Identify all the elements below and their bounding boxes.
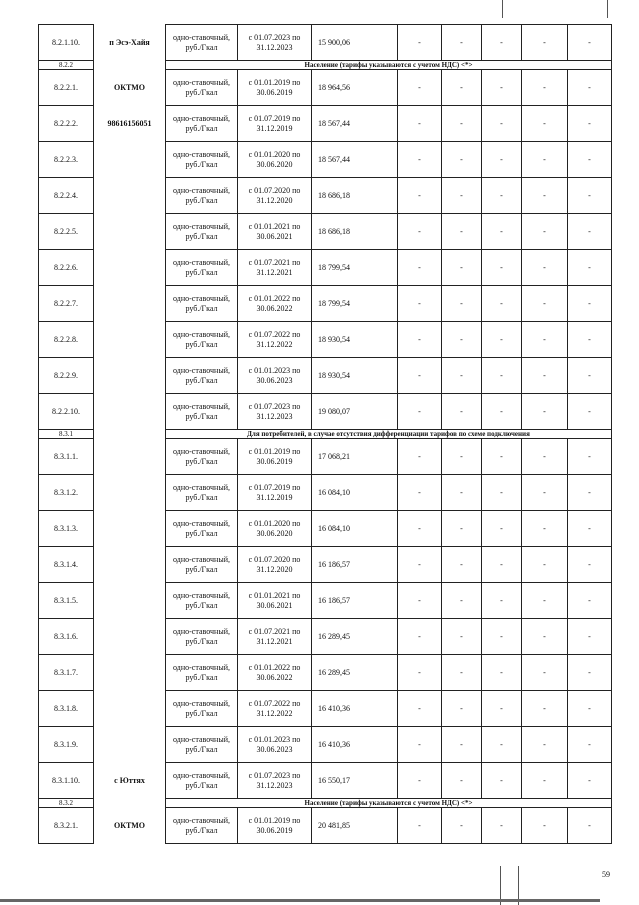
empty-dash: -	[398, 322, 442, 358]
tariff-unit: одно-ставочный, руб./Гкал	[166, 547, 238, 583]
empty-dash: -	[442, 655, 482, 691]
scan-artifact	[607, 0, 608, 18]
locality-cell: с Юттях	[94, 763, 166, 799]
empty-dash: -	[442, 25, 482, 61]
item-number: 8.2.2.6.	[39, 250, 94, 286]
tariff-period: с 01.07.2023 по 31.12.2023	[238, 25, 312, 61]
tariff-unit: одно-ставочный, руб./Гкал	[166, 394, 238, 430]
tariff-period: с 01.01.2020 по 30.06.2020	[238, 142, 312, 178]
empty-dash: -	[442, 106, 482, 142]
empty-dash: -	[522, 142, 568, 178]
item-number: 8.3.1.3.	[39, 511, 94, 547]
empty-dash: -	[398, 655, 442, 691]
item-number: 8.3.2.1.	[39, 808, 94, 844]
locality-cell	[94, 214, 166, 250]
tariff-period: с 01.07.2022 по 31.12.2022	[238, 691, 312, 727]
empty-dash: -	[482, 808, 522, 844]
empty-dash: -	[442, 178, 482, 214]
empty-dash: -	[522, 691, 568, 727]
empty-dash: -	[482, 214, 522, 250]
empty-dash: -	[482, 691, 522, 727]
empty-dash: -	[398, 619, 442, 655]
empty-dash: -	[522, 106, 568, 142]
item-number: 8.3.1.6.	[39, 619, 94, 655]
locality-cell	[94, 475, 166, 511]
empty-dash: -	[522, 619, 568, 655]
empty-dash: -	[522, 250, 568, 286]
empty-dash: -	[568, 691, 612, 727]
empty-dash: -	[398, 142, 442, 178]
empty-dash: -	[398, 286, 442, 322]
empty-dash: -	[398, 25, 442, 61]
locality-cell: ОКТМО	[94, 70, 166, 106]
locality-cell	[94, 619, 166, 655]
empty-dash: -	[482, 358, 522, 394]
tariff-period: с 01.07.2022 по 31.12.2022	[238, 322, 312, 358]
table-row	[39, 511, 612, 547]
tariff-period: с 01.01.2019 по 30.06.2019	[238, 808, 312, 844]
empty-dash: -	[568, 286, 612, 322]
empty-dash: -	[398, 106, 442, 142]
tariff-unit: одно-ставочный, руб./Гкал	[166, 808, 238, 844]
empty-dash: -	[442, 358, 482, 394]
empty-dash: -	[398, 583, 442, 619]
empty-dash: -	[568, 25, 612, 61]
empty-dash: -	[482, 475, 522, 511]
empty-dash: -	[398, 763, 442, 799]
item-number: 8.2.1.10.	[39, 25, 94, 61]
tariff-value: 18 799,54	[312, 250, 398, 286]
tariff-period: с 01.07.2020 по 31.12.2020	[238, 547, 312, 583]
empty-dash: -	[568, 547, 612, 583]
item-number: 8.3.1.8.	[39, 691, 94, 727]
empty-dash: -	[482, 106, 522, 142]
empty-dash: -	[442, 250, 482, 286]
tariff-period: с 01.07.2023 по 31.12.2023	[238, 763, 312, 799]
tariff-value: 17 068,21	[312, 439, 398, 475]
item-number: 8.2.2.10.	[39, 394, 94, 430]
scan-artifact	[502, 0, 503, 18]
empty-dash: -	[568, 475, 612, 511]
empty-dash: -	[482, 511, 522, 547]
empty-dash: -	[398, 394, 442, 430]
tariff-value: 19 080,07	[312, 394, 398, 430]
empty-dash: -	[442, 583, 482, 619]
tariff-unit: одно-ставочный, руб./Гкал	[166, 286, 238, 322]
tariff-table	[38, 24, 612, 844]
empty-dash: -	[442, 70, 482, 106]
section-row	[39, 799, 612, 808]
item-number: 8.3.1.1.	[39, 439, 94, 475]
tariff-value: 18 686,18	[312, 214, 398, 250]
empty-dash: -	[482, 25, 522, 61]
empty-dash: -	[522, 547, 568, 583]
tariff-value: 18 930,54	[312, 358, 398, 394]
empty-dash: -	[442, 511, 482, 547]
empty-dash: -	[568, 763, 612, 799]
empty-dash: -	[522, 25, 568, 61]
tariff-period: с 01.07.2020 по 31.12.2020	[238, 178, 312, 214]
tariff-unit: одно-ставочный, руб./Гкал	[166, 178, 238, 214]
tariff-value: 16 289,45	[312, 619, 398, 655]
empty-dash: -	[482, 250, 522, 286]
section-row	[39, 430, 612, 439]
empty-dash: -	[442, 439, 482, 475]
page-number: 59	[602, 870, 610, 879]
table-row	[39, 439, 612, 475]
empty-dash: -	[482, 439, 522, 475]
empty-dash: -	[442, 691, 482, 727]
locality-cell: 98616156051	[94, 106, 166, 142]
empty-dash: -	[442, 763, 482, 799]
empty-dash: -	[568, 142, 612, 178]
item-number: 8.3.2	[39, 799, 94, 808]
empty-dash: -	[482, 583, 522, 619]
table-row	[39, 106, 612, 142]
locality-cell	[94, 583, 166, 619]
empty-dash: -	[568, 619, 612, 655]
scan-artifact	[0, 899, 600, 902]
tariff-period: с 01.01.2021 по 30.06.2021	[238, 214, 312, 250]
empty-dash: -	[482, 394, 522, 430]
empty-dash: -	[522, 808, 568, 844]
locality-cell	[94, 799, 166, 808]
tariff-value: 16 410,36	[312, 691, 398, 727]
tariff-unit: одно-ставочный, руб./Гкал	[166, 106, 238, 142]
tariff-period: с 01.01.2022 по 30.06.2022	[238, 286, 312, 322]
tariff-period: с 01.01.2019 по 30.06.2019	[238, 70, 312, 106]
locality-cell: ОКТМО	[94, 808, 166, 844]
item-number: 8.2.2.4.	[39, 178, 94, 214]
empty-dash: -	[568, 106, 612, 142]
empty-dash: -	[522, 475, 568, 511]
tariff-value: 16 550,17	[312, 763, 398, 799]
tariff-period: с 01.07.2021 по 31.12.2021	[238, 619, 312, 655]
tariff-value: 16 410,36	[312, 727, 398, 763]
empty-dash: -	[442, 808, 482, 844]
section-title: Население (тарифы указываются с учетом НДС) <*>	[166, 61, 612, 70]
empty-dash: -	[568, 358, 612, 394]
empty-dash: -	[522, 358, 568, 394]
tariff-period: с 01.01.2020 по 30.06.2020	[238, 511, 312, 547]
empty-dash: -	[568, 655, 612, 691]
section-title: Население (тарифы указываются с учетом НДС) <*>	[166, 799, 612, 808]
empty-dash: -	[442, 727, 482, 763]
tariff-unit: одно-ставочный, руб./Гкал	[166, 763, 238, 799]
tariff-period: с 01.01.2021 по 30.06.2021	[238, 583, 312, 619]
locality-cell	[94, 394, 166, 430]
empty-dash: -	[442, 547, 482, 583]
empty-dash: -	[398, 475, 442, 511]
table-row	[39, 250, 612, 286]
locality-cell	[94, 430, 166, 439]
locality-cell	[94, 727, 166, 763]
tariff-value: 16 084,10	[312, 511, 398, 547]
empty-dash: -	[522, 727, 568, 763]
tariff-period: с 01.01.2023 по 30.06.2023	[238, 358, 312, 394]
table-row	[39, 547, 612, 583]
empty-dash: -	[482, 286, 522, 322]
tariff-unit: одно-ставочный, руб./Гкал	[166, 727, 238, 763]
tariff-unit: одно-ставочный, руб./Гкал	[166, 70, 238, 106]
section-row	[39, 61, 612, 70]
locality-cell: п Эсэ-Хайя	[94, 25, 166, 61]
table-row	[39, 358, 612, 394]
locality-cell	[94, 61, 166, 70]
empty-dash: -	[482, 70, 522, 106]
tariff-period: с 01.07.2019 по 31.12.2019	[238, 475, 312, 511]
locality-cell	[94, 691, 166, 727]
locality-cell	[94, 286, 166, 322]
table-row	[39, 691, 612, 727]
tariff-period: с 01.07.2023 по 31.12.2023	[238, 394, 312, 430]
tariff-unit: одно-ставочный, руб./Гкал	[166, 214, 238, 250]
tariff-unit: одно-ставочный, руб./Гкал	[166, 322, 238, 358]
tariff-unit: одно-ставочный, руб./Гкал	[166, 142, 238, 178]
item-number: 8.3.1.10.	[39, 763, 94, 799]
tariff-value: 18 799,54	[312, 286, 398, 322]
empty-dash: -	[482, 142, 522, 178]
locality-cell	[94, 511, 166, 547]
empty-dash: -	[442, 322, 482, 358]
table-row	[39, 619, 612, 655]
empty-dash: -	[568, 70, 612, 106]
table-row	[39, 763, 612, 799]
empty-dash: -	[482, 178, 522, 214]
table-row	[39, 142, 612, 178]
table-row	[39, 583, 612, 619]
tariff-value: 18 964,56	[312, 70, 398, 106]
empty-dash: -	[522, 439, 568, 475]
empty-dash: -	[398, 727, 442, 763]
empty-dash: -	[522, 655, 568, 691]
tariff-unit: одно-ставочный, руб./Гкал	[166, 250, 238, 286]
empty-dash: -	[398, 70, 442, 106]
empty-dash: -	[568, 511, 612, 547]
tariff-value: 16 186,57	[312, 547, 398, 583]
item-number: 8.2.2.7.	[39, 286, 94, 322]
empty-dash: -	[568, 727, 612, 763]
item-number: 8.3.1.7.	[39, 655, 94, 691]
locality-cell	[94, 142, 166, 178]
empty-dash: -	[522, 214, 568, 250]
empty-dash: -	[398, 214, 442, 250]
table-row	[39, 655, 612, 691]
empty-dash: -	[442, 394, 482, 430]
locality-cell	[94, 439, 166, 475]
tariff-unit: одно-ставочный, руб./Гкал	[166, 619, 238, 655]
table-row	[39, 70, 612, 106]
tariff-value: 15 900,06	[312, 25, 398, 61]
empty-dash: -	[482, 655, 522, 691]
locality-cell	[94, 358, 166, 394]
tariff-value: 20 481,85	[312, 808, 398, 844]
empty-dash: -	[568, 394, 612, 430]
empty-dash: -	[482, 619, 522, 655]
section-title: Для потребителей, в случае отсутствия дифференциации тарифов по схеме подключения	[166, 430, 612, 439]
empty-dash: -	[442, 475, 482, 511]
empty-dash: -	[522, 70, 568, 106]
tariff-unit: одно-ставочный, руб./Гкал	[166, 439, 238, 475]
empty-dash: -	[568, 214, 612, 250]
empty-dash: -	[522, 322, 568, 358]
empty-dash: -	[568, 583, 612, 619]
locality-cell	[94, 250, 166, 286]
empty-dash: -	[398, 808, 442, 844]
empty-dash: -	[522, 394, 568, 430]
item-number: 8.2.2.3.	[39, 142, 94, 178]
item-number: 8.2.2.9.	[39, 358, 94, 394]
table-row	[39, 727, 612, 763]
item-number: 8.2.2.8.	[39, 322, 94, 358]
tariff-unit: одно-ставочный, руб./Гкал	[166, 691, 238, 727]
item-number: 8.2.2.2.	[39, 106, 94, 142]
table-row	[39, 286, 612, 322]
item-number: 8.3.1.9.	[39, 727, 94, 763]
locality-cell	[94, 322, 166, 358]
item-number: 8.3.1	[39, 430, 94, 439]
empty-dash: -	[398, 547, 442, 583]
empty-dash: -	[398, 691, 442, 727]
empty-dash: -	[568, 250, 612, 286]
item-number: 8.2.2.1.	[39, 70, 94, 106]
empty-dash: -	[568, 322, 612, 358]
empty-dash: -	[398, 250, 442, 286]
item-number: 8.2.2.5.	[39, 214, 94, 250]
table-row	[39, 475, 612, 511]
empty-dash: -	[568, 178, 612, 214]
empty-dash: -	[482, 727, 522, 763]
empty-dash: -	[398, 511, 442, 547]
empty-dash: -	[442, 286, 482, 322]
tariff-value: 18 567,44	[312, 142, 398, 178]
locality-cell	[94, 178, 166, 214]
tariff-period: с 01.07.2019 по 31.12.2019	[238, 106, 312, 142]
tariff-period: с 01.07.2021 по 31.12.2021	[238, 250, 312, 286]
locality-cell	[94, 547, 166, 583]
tariff-unit: одно-ставочный, руб./Гкал	[166, 655, 238, 691]
empty-dash: -	[398, 439, 442, 475]
empty-dash: -	[482, 322, 522, 358]
tariff-unit: одно-ставочный, руб./Гкал	[166, 475, 238, 511]
tariff-value: 18 930,54	[312, 322, 398, 358]
item-number: 8.3.1.4.	[39, 547, 94, 583]
empty-dash: -	[442, 214, 482, 250]
tariff-value: 18 567,44	[312, 106, 398, 142]
item-number: 8.3.1.5.	[39, 583, 94, 619]
tariff-unit: одно-ставочный, руб./Гкал	[166, 583, 238, 619]
empty-dash: -	[442, 142, 482, 178]
tariff-unit: одно-ставочный, руб./Гкал	[166, 25, 238, 61]
tariff-period: с 01.01.2019 по 30.06.2019	[238, 439, 312, 475]
tariff-unit: одно-ставочный, руб./Гкал	[166, 358, 238, 394]
item-number: 8.3.1.2.	[39, 475, 94, 511]
tariff-unit: одно-ставочный, руб./Гкал	[166, 511, 238, 547]
empty-dash: -	[522, 583, 568, 619]
table-row	[39, 214, 612, 250]
table-row	[39, 808, 612, 844]
empty-dash: -	[482, 547, 522, 583]
table-row	[39, 178, 612, 214]
table-row	[39, 322, 612, 358]
tariff-period: с 01.01.2022 по 30.06.2022	[238, 655, 312, 691]
tariff-value: 18 686,18	[312, 178, 398, 214]
tariff-value: 16 289,45	[312, 655, 398, 691]
table-row	[39, 394, 612, 430]
empty-dash: -	[522, 286, 568, 322]
item-number: 8.2.2	[39, 61, 94, 70]
empty-dash: -	[522, 511, 568, 547]
empty-dash: -	[522, 178, 568, 214]
empty-dash: -	[482, 763, 522, 799]
tariff-value: 16 186,57	[312, 583, 398, 619]
empty-dash: -	[398, 358, 442, 394]
empty-dash: -	[568, 808, 612, 844]
table-row	[39, 25, 612, 61]
empty-dash: -	[568, 439, 612, 475]
empty-dash: -	[442, 619, 482, 655]
empty-dash: -	[398, 178, 442, 214]
tariff-value: 16 084,10	[312, 475, 398, 511]
locality-cell	[94, 655, 166, 691]
empty-dash: -	[522, 763, 568, 799]
tariff-period: с 01.01.2023 по 30.06.2023	[238, 727, 312, 763]
